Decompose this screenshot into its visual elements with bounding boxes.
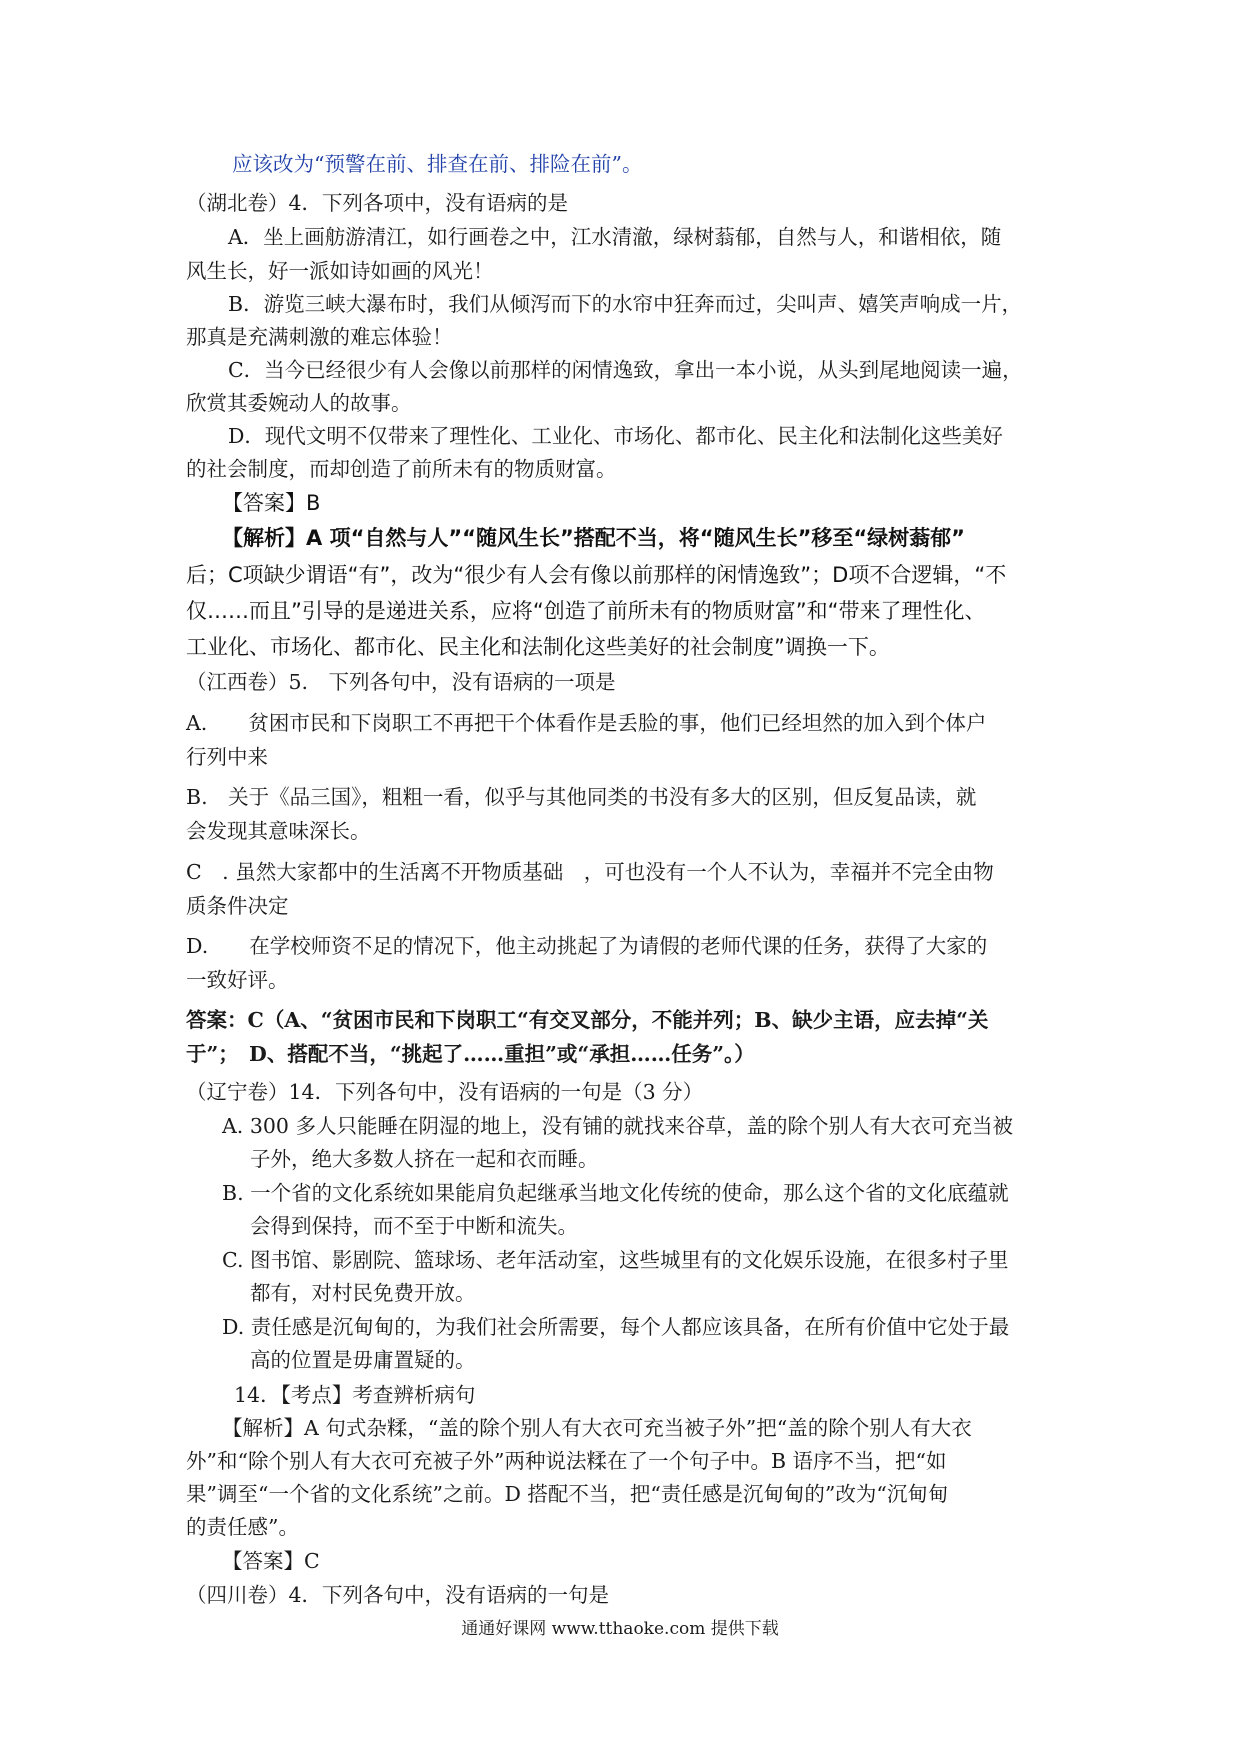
option-c: C. 图书馆、影剧院、篮球场、老年活动室，这些城里有的文化娱乐设施，在很多村子里 bbox=[222, 1248, 1009, 1272]
option-c: C．当今已经很少有人会像以前那样的闲情逸致，拿出一本小说，从头到尾地阅读一遍， bbox=[228, 358, 1023, 382]
text-line: 工业化、市场化、都市化、民主化和法制化这些美好的社会制度”调换一下。 bbox=[186, 635, 890, 659]
text-line: 欣赏其委婉动人的故事。 bbox=[186, 391, 412, 415]
text-line: 质条件决定 bbox=[186, 894, 289, 918]
option-a: A. 300 多人只能睡在阴湿的地上，没有铺的就找来谷草，盖的除个别人有大衣可充当被 bbox=[222, 1114, 1013, 1138]
text-line: 高的位置是毋庸置疑的。 bbox=[250, 1348, 476, 1372]
option-c: C . 虽然大家都中的生活离不开物质基础 ，可也没有一个人不认为，幸福并不完全由物 bbox=[186, 860, 994, 884]
text-line: 外”和“除个别人有大衣可充被子外”两种说法糅在了一个句子中。B 语序不当，把“如 bbox=[186, 1449, 947, 1473]
option-b: B. 一个省的文化系统如果能肩负起继承当地文化传统的使命，那么这个省的文化底蕴就 bbox=[222, 1181, 1009, 1205]
text-line: 于”； D、搭配不当，“挑起了……重担”或“承担……任务”。） bbox=[186, 1042, 755, 1066]
question-heading: （湖北卷）4．下列各项中，没有语病的是 bbox=[186, 191, 569, 215]
analysis-line: 【解析】A 句式杂糅，“盖的除个别人有大衣可充当被子外”把“盖的除个别人有大衣 bbox=[222, 1416, 972, 1440]
option-d: D. 责任感是沉甸甸的，为我们社会所需要，每个人都应该具备，在所有价值中它处于最 bbox=[222, 1315, 1010, 1339]
option-b: B. 关于《品三国》，粗粗一看，似乎与其他同类的书没有多大的区别，但反复品读，就 bbox=[186, 785, 977, 809]
answer-line: 答案：C（A、“贫困市民和下岗职工“有交叉部分，不能并列；B、缺少主语，应去掉“关 bbox=[186, 1008, 989, 1032]
option-b: B．游览三峡大瀑布时，我们从倾泻而下的水帘中狂奔而过，尖叫声、嬉笑声响成一片， bbox=[228, 292, 1023, 316]
topic-line: 14．【考点】考查辨析病句 bbox=[234, 1383, 476, 1407]
answer-line: 【答案】B bbox=[222, 491, 321, 515]
text-line: 的社会制度，而却创造了前所未有的物质财富。 bbox=[186, 457, 617, 481]
text-line: 风生长，好一派如诗如画的风光！ bbox=[186, 259, 494, 283]
text-line: 应该改为“预警在前、排查在前、排险在前”。 bbox=[232, 152, 643, 176]
question-heading: （江西卷）5. 下列各句中，没有语病的一项是 bbox=[186, 670, 616, 694]
text-line: 会得到保持，而不至于中断和流失。 bbox=[250, 1214, 578, 1238]
text-line: 行列中来 bbox=[186, 745, 268, 769]
text-line: 后；C项缺少谓语“有”，改为“很少有人会有像以前那样的闲情逸致”；D项不合逻辑，“不 bbox=[186, 563, 1007, 587]
option-d: D．现代文明不仅带来了理性化、工业化、市场化、都市化、民主化和法制化这些美好 bbox=[228, 424, 1003, 448]
text-line: 果”调至“一个省的文化系统”之前。D 搭配不当，把“责任感是沉甸甸的”改为“沉甸甸 bbox=[186, 1482, 949, 1506]
option-a: A. 贫困市民和下岗职工不再把干个体看作是丢脸的事，他们已经坦然的加入到个体户 bbox=[186, 711, 987, 735]
text-line: 一致好评。 bbox=[186, 968, 289, 992]
text-line: 仅……而且”引导的是递进关系，应将“创造了前所未有的物质财富”和“带来了理性化、 bbox=[186, 599, 986, 623]
text-line: 会发现其意味深长。 bbox=[186, 819, 371, 843]
option-d: D. 在学校师资不足的情况下，他主动挑起了为请假的老师代课的任务，获得了大家的 bbox=[186, 934, 988, 958]
answer-line: 【答案】C bbox=[222, 1549, 320, 1573]
text-line: 都有，对村民免费开放。 bbox=[250, 1281, 476, 1305]
option-a: A．坐上画舫游清江，如行画卷之中，江水清澈，绿树蓊郁，自然与人，和谐相依，随 bbox=[228, 225, 1002, 249]
analysis-line: 【解析】A 项“自然与人”“随风生长”搭配不当，将“随风生长”移至“绿树蓊郁” bbox=[222, 526, 965, 550]
question-heading: （四川卷）4．下列各句中，没有语病的一句是 bbox=[186, 1583, 610, 1607]
page-footer: 通通好课网 www.tthaoke.com 提供下载 bbox=[461, 1619, 779, 1639]
text-line: 子外，绝大多数人挤在一起和衣而睡。 bbox=[250, 1147, 599, 1171]
text-line: 那真是充满刺激的难忘体验！ bbox=[186, 325, 453, 349]
question-heading: （辽宁卷）14．下列各句中，没有语病的一句是（3 分） bbox=[186, 1080, 704, 1104]
text-line: 的责任感”。 bbox=[186, 1515, 299, 1539]
